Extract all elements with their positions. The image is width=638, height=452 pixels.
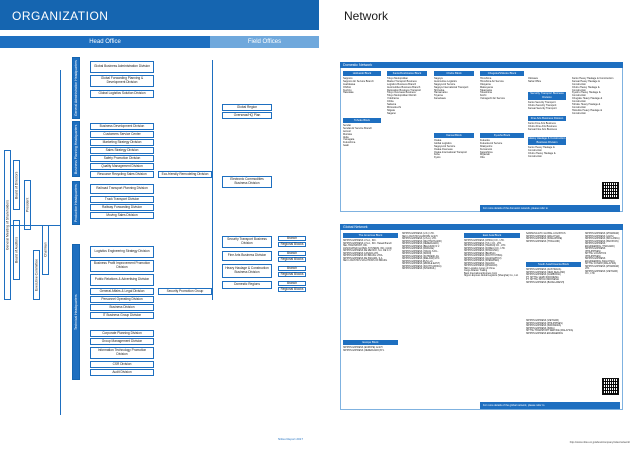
global-col4c: NIPPON EXPRESS (VIETNAM) NIPPON EXPRESS (PHILIPPINES) NIPPON EXPRESS (INDONESIA) NIPPON EXPRESS (INDIA) NITTSU TRANSPORT SERVICE (MALAYSIA) NIPPON EXPRESS ENGINEERING (526, 320, 574, 335)
division-box: Global Forwarding Planning & Development Division (90, 75, 154, 87)
division-box: Global Business Administration Division (90, 61, 154, 73)
division-box: Public Relations & Advertising Division (90, 274, 154, 286)
security-group-box: Security Promotion Group (158, 288, 212, 295)
col-header: Chugoku/Shikoku Block (480, 71, 524, 76)
exec-committee-box: Executive Committee (33, 250, 40, 300)
auditors-box: Board of Auditors (13, 220, 20, 280)
qr-code-icon (602, 182, 619, 199)
business-planning-hq-bar: Business Planning Headquarters (72, 121, 80, 177)
division-box: Customers Service Center (90, 131, 154, 138)
col-header: Hokkaido Block (343, 71, 381, 76)
col-header: East Asia Block (464, 233, 520, 238)
domestic-col4b: Fukuoka Fukuoka Air Service Kitakyushu Kumamoto Kagoshima Miyazaki Oita (480, 139, 503, 160)
domestic-col4: Hiroshima Hiroshima Air Service Okayama Matsuyama Takamatsu Tokushima Kochi Yamaguchi Air Service (480, 77, 505, 101)
eco-division-box: Eco-friendly Remodeling Division (158, 171, 212, 178)
division-box: Business Division (90, 304, 154, 311)
global-col3: NIPPON EXPRESS (CHINA) CO., LTD. NIPPON EXPRESS (H.K.) CO., LTD. NIPPON EXPRESS (TAIWAN) CO., LTD. NIPPON EXPRESS (KOREA) CO., LTD. NIPPON EXPRESS (SHANGHAI) NIPPON EXPRESS (BEIJING) NIPPON EXPRESS (SOUTH CHINA) NIPPON EXPRESS (GUANGZHOU) NIPPON EXPRESS (SHENZHEN) NIPPON EXPRESS (DALIAN) NIPPON EXPRESS (QINGDAO) NEC Logistics Group of China Cargo Aviation Trading Bank International Express Corp Nippon Express Global Logistics (Shanghai) Co., Ltd. (464, 240, 519, 278)
fine-arts-box: Fine Arts Business Division (222, 251, 272, 261)
division-box: Business Development Division (90, 123, 154, 130)
overseas-hq-box: Overseas/HQ Plan (222, 112, 272, 119)
organization-title: ORGANIZATION (12, 9, 109, 23)
global-col5: NIPPON EXPRESS (MYANMAR) NIPPON EXPRESS (LAOS) NIPPON EXPRESS (SRI LANKA) NIPPON EXPRESS (PAKISTAN) NIPPON EXPRESS ENGINEERING (THAILAND) NIPPON EXPRESS (PHILIPPINES) NITTSU LOGISTICS (PHILIPPINES) NIPPON EXPRESS ENGINEERING (MALAYSIA) NITTSU COSMO (MALAYSIA) NIPPON EXPRESS (MYANMAR) LTD. NIPPON EXPRESS (VIETNAM) CO., LTD. (585, 233, 620, 276)
heavy-haulage-box: Heavy Haulage & Construction Business Division (222, 264, 272, 278)
branch-tag: Branch (278, 281, 306, 286)
col-header: Security Transport Business Division (528, 92, 566, 100)
domestic-footer-note: For more details of the domestic network, please refer to (480, 205, 620, 212)
col-header: Fine Arts Business Division (528, 116, 566, 121)
col-header: Kansai Block (434, 133, 474, 138)
global-col4b: NIPPON EXPRESS (AUSTRALIA) NIPPON EXPRESS (NEW ZEALAND) NIPPON EXPRESS (CAMBODIA) PT. NITTSU LEMO INDONESIA PT. NITTSU SHOJI INDONESIA NIPPON EXPRESS (BANGLADESH) (526, 269, 566, 284)
main-vertical-connector (60, 70, 61, 415)
global-col4: SAMSUNG ETC GLOBAL LOGISTICS NIPPON EXPRESS (MALAYSIA) NIPPON EXPRESS (SINGAPORE) NIPPON EXPRESS (THAILAND) (526, 233, 566, 243)
domestic-col5: Okinawa Naha Office (528, 77, 542, 83)
col-header: South Asia/Oceania Block (526, 262, 581, 267)
qr-code-icon (602, 378, 619, 395)
shareholders-box: General Meeting of Shareholders (4, 150, 11, 300)
col-header: The Americas Block (343, 233, 398, 238)
bottom-url: http://www.nittsu.co.jp/about/companyindex/network/ (569, 441, 630, 444)
division-box: Railroad Transport Planning Division (90, 184, 154, 194)
division-box: Safety Promotion Division (90, 155, 154, 162)
domestic-network-title: Domestic Network (340, 62, 623, 68)
field-connector (212, 60, 213, 300)
page-footer-label: Nittsu Report 2017 (278, 437, 304, 441)
branch-tag: Branch (278, 236, 306, 241)
branch-sub-tag: Regional Blocks (278, 257, 306, 262)
board-of-directors-box: Board of Directors (13, 160, 20, 210)
global-col2: NIPPON EXPRESS (U.K.) LTD. NEC LOGISTICS EUROPE GmbH NIPPON EXPRESS (U.S.A.) LTD. NIPPON EXPRESS (DEUTSCHLAND) NIPPON EXPRESS (NEDERLAND) NIPPON EXPRESS (BELGIUM) N.V. NIPPON EXPRESS (FRANCE) NIPPON EXPRESS (ITALIA) S.R.L. NIPPON EXPRESS (SPAIN) NIPPON EXPRESS (SCHWEIZ) AG NIPPON EXPRESS (IRELAND) LTD. NIPPON EXPRESS RUS LLC NIPPON EXPRESS (MIDDLE EAST) NIPPON EXPRESS (SOUTH AFRICA) NIPPON EXPRESS (ISTANBUL) (402, 233, 442, 271)
division-box: Moving Sales Division (90, 212, 154, 219)
division-box: Audit Division (90, 369, 154, 376)
global-col1: NIPPON EXPRESS U.S.A., INC. NIPPON EXPRESS U.S.A., INC. Hawaii Branch NEL TRANSPORT, INC. ASSOCIATED GLOBAL SYSTEMS, INC. (AGS) NIPPON EXPRESS DE MEXICO, S.A. DE C.V. NIPPON EXPRESS CANADA LTD. NIPPON EXPRESS DO BRASIL LTDA. NIPPON EXPRESS DE PANAMA, S.A. NEC LOGISTICS SOLUTIONS OF BRAZIL (343, 240, 392, 263)
domestic-col1b: Sendai Sendai Air Service Branch Aomori Morioka Akita Yamagata Fukushima Iwaki (343, 124, 373, 148)
domestic-col3b: Osaka Global Logistics Nagoya Air Service Osaka Overseas Osaka International Transport Kobe Kyoto (434, 139, 467, 160)
division-box: IT Business Group Division (90, 312, 154, 319)
division-box: Railway Forwarding Division (90, 204, 154, 211)
division-box: Sales Strategy Division (90, 147, 154, 154)
head-office-header: Head Office (0, 36, 210, 48)
branch-sub-tag: Regional Blocks (278, 242, 306, 247)
president-box: President (24, 180, 31, 230)
branch-tag: Branch (278, 251, 306, 256)
branch-tag: Branch (278, 266, 306, 271)
col-header: Kanto/Koshinetsu Block (387, 71, 427, 76)
col-header: Tohoku Block (343, 118, 381, 123)
col-header: Chubu Block (434, 71, 474, 76)
domestic-col5a: Kanto Security Transport Chubu Security Transport Kansai Security Transport (528, 101, 557, 110)
branch-sub-tag: Regional Blocks (278, 287, 306, 292)
division-box: CSR Division (90, 361, 154, 368)
division-box: Corporate Planning Division (90, 330, 154, 337)
division-box: Business Profit Improvement Promotion Division (90, 260, 154, 272)
domestic-col6: Kanto Heavy Haulage & Construction Kansai Heavy Haulage & Construction Chubu Heavy Haulage & Construction Kyushu Heavy Haulage & Construction Chugoku Heavy Haulage & Construction Tohoku Heavy Haulage & Construction Hokuriku Heavy Haulage & Construction (572, 77, 614, 115)
domestic-regions-box: Domestic Regions (222, 281, 272, 289)
network-title: Network (344, 9, 389, 23)
col-header: Kyushu Block (480, 133, 524, 138)
technical-hq-bar: Technical Headquarters (72, 244, 80, 380)
connector-line (11, 225, 61, 226)
domestic-col3: Nagoya Automotive Logistics Nagoya Air Service Nagoya International Transport Shizuoka Hamamatsu Toyama Kanazawa (434, 77, 469, 101)
domestic-col5c: Kanto Heavy Haulage & Construction Chubu Heavy Haulage & Construction (528, 146, 556, 158)
domestic-col2: Tokyo Metropolitan Market Transport Business Logistics Business Branch Automobiles Business Branch Relocation Business Transport Tokyo Overseas Business Tokyo Metropolitan District Yokohama Chiba Saitama Mizonokuchi Niigata Nagano (387, 77, 421, 115)
chairman-box: Chairman (42, 225, 49, 275)
domestic-col1: Sapporo Sapporo Air Service Branch Asahikawa Obihiro Kushiro Hakodate (343, 77, 374, 95)
general-admin-hq-bar: General Administration Headquarters (72, 57, 80, 119)
division-box: Resource Recycling Sales Division (90, 171, 154, 178)
division-box: Logistics Engineering Strategy Division (90, 246, 154, 258)
division-box: Group Management Division (90, 338, 154, 345)
col-header: Europe Block (343, 340, 398, 345)
division-box: Information Technology Promotion Division (90, 347, 154, 359)
global-footer-note: For more details of the global network, please refer to (480, 402, 620, 409)
branch-sub-tag: Regional Blocks (278, 272, 306, 277)
production-hq-bar: Production Headquarters (72, 181, 80, 225)
division-box: Marketing Strategy Division (90, 139, 154, 146)
global-network-title: Global Network (340, 224, 623, 230)
col-header: Heavy Haulage & Construction Business Division (528, 137, 566, 144)
division-box: Global Logistics Solution Division (90, 90, 154, 98)
domestic-col5b: Kanto Fine Arts Business Chubu Fine Arts Business Kansai Fine Arts Business (528, 122, 558, 131)
global-region-box: Global Region (222, 104, 272, 111)
security-transport-box: Security Transport Business Division (222, 236, 272, 248)
division-box: Personnel Operating Division (90, 296, 154, 303)
division-box: General Affairs & Legal Division (90, 288, 154, 295)
global-col1b: NIPPON EXPRESS (EUROPE) GmbH NIPPON EXPRESS (NEDERLAND) B.V. (343, 347, 385, 352)
electronic-division-box: Electronic Commodities Business Division (222, 176, 272, 188)
field-offices-header: Field Offices (210, 36, 319, 48)
division-box: Quality Management Division (90, 163, 154, 170)
division-box: Truck Transport Division (90, 196, 154, 203)
